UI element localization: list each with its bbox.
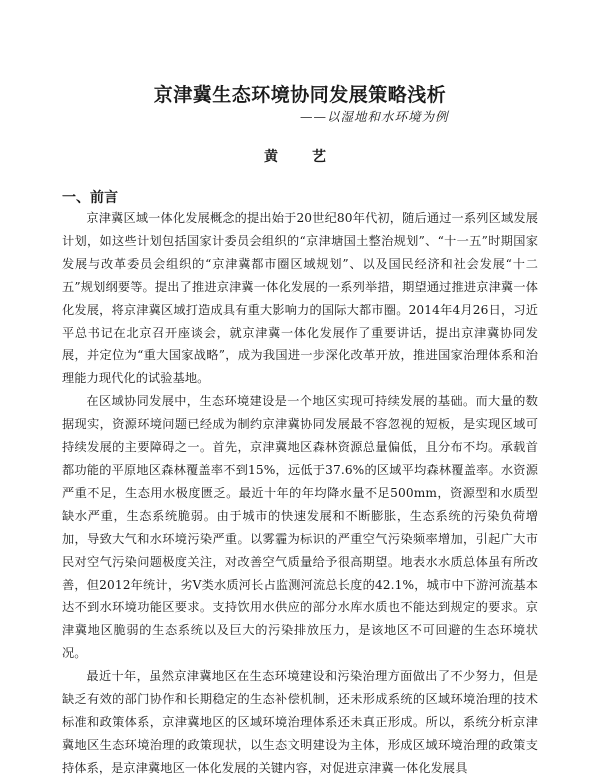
article-author: 黄 艺 bbox=[264, 149, 336, 165]
body-paragraph: 最近十年，虽然京津冀地区在生态环境建设和污染治理方面做出了不少努力，但是缺乏有效的部门协作和长期稳定的生态补偿机制，还未形成系统的区域环境治理的技术标准和政策体系，京津冀地区的区域环境治理体系还未真正形成。所以，系统分析京津冀地区生态环境治理的政策现状，以生态文明建设为主体，形成区域环境治理的政策支持体系，是京津冀地区一体化发展的关键内容，对促进京津冀一体化发展具 bbox=[62, 669, 538, 775]
article-subtitle: ——以湿地和水环境为例 bbox=[300, 109, 449, 124]
body-paragraph: 京津冀区域一体化发展概念的提出始于20世纪80年代初，随后通过一系列区域发展计划，如这些计划包括国家计委员会组织的“京津塘国土整治规划”、“十一五”时期国家发展与改革委员会组织的“京津冀都市圈区域规划”、以及国民经济和社会发展“十二五”规划纲要等。提出了推进京津冀一体化发展的一系列举措，期望通过推进京津冀一体化发展，将京津冀区域打造成具有重大影响力的国际大都市圈。2014年4月26日，习近平总书记在北京召开座谈会，就京津冀一体化发展作了重要讲话，提出京津冀协同发展，并定位为“重大国家战略”，成为我国进一步深化改革开放，推进国家治理体系和治理能力现代化的试验基地。 bbox=[62, 211, 538, 386]
section-body bbox=[62, 207, 538, 780]
section-heading: 一、前言 bbox=[62, 190, 118, 206]
body-paragraph: 在区域协同发展中，生态环境建设是一个地区实现可持续发展的基础。而大量的数据现实，资源环境问题已经成为制约京津冀协同发展最不容忽视的短板，是实现区域可持续发展的主要障碍之一。首先，京津冀地区森林资源总量偏低，且分布不均。承载首都功能的平原地区森林覆盖率不到15%，远低于37.6%的区域平均森林覆盖率。水资源严重不足，生态用水极度匮乏。最近十年的年均降水量不足500mm，资源型和水质型缺水严重，生态系统脆弱。由于城市的快速发展和不断膨胀，生态系统的污染负荷增加，导致大气和水环境污染严重。以雾霾为标识的严重空气污染频率增加，引起广大市民对空气污染问题极度关注，对改善空气质量给予很高期望。地表水水质总体虽有所改善，但2012年统计，劣V类水质河长占监测河流总长度的42.1%，城市中下游河流基本达不到水环境功能区要求。支持饮用水供应的部分水库水质也不能达到规定的要求。京津冀地区脆弱的生态系统以及巨大的污染排放压力，是该地区不可回避的生态环境状况。 bbox=[62, 394, 538, 661]
article-title: 京津冀生态环境协同发展策略浅析 bbox=[153, 84, 447, 106]
